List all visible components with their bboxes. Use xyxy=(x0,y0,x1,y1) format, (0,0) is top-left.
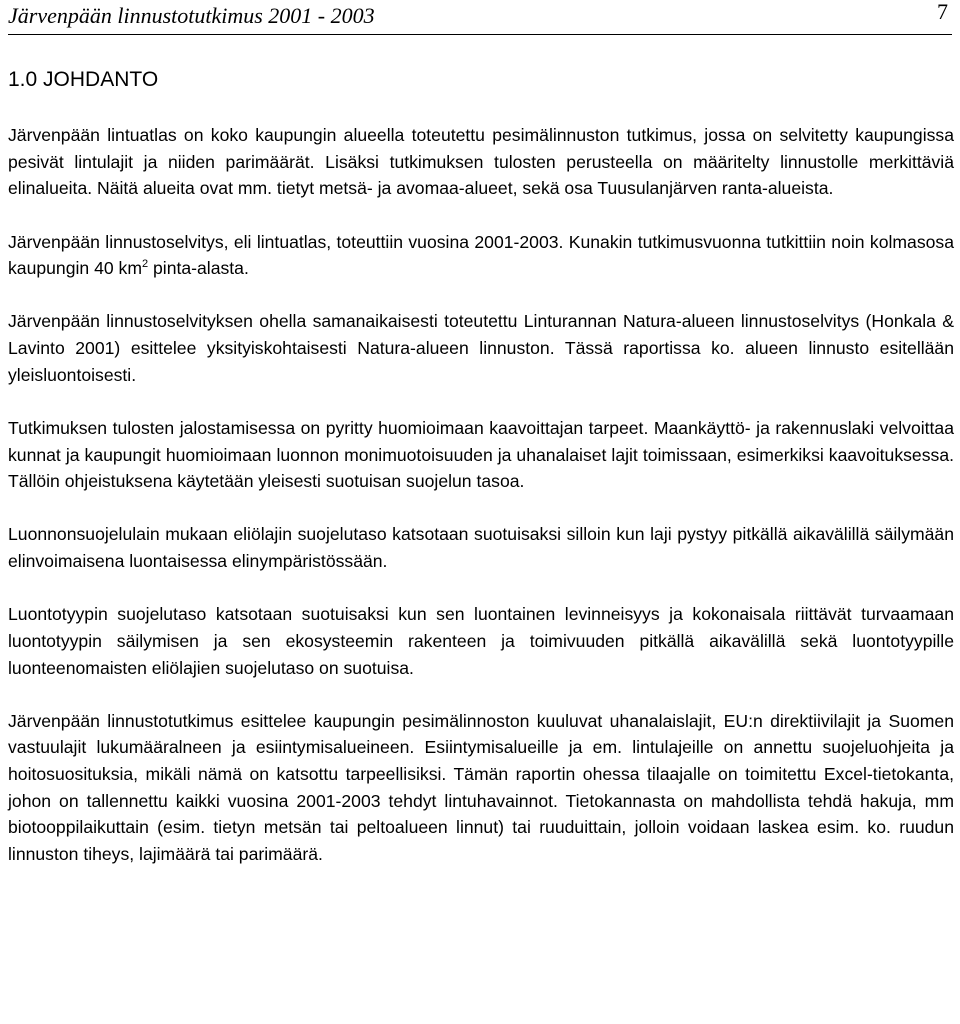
paragraph-6: Luontotyypin suojelutaso katsotaan suotuisaksi kun sen luontainen levinneisyys ja kokonaisala riittävät turvaamaan luontotyypin säilymisen ja sen ekosysteemin rakenteen ja toimivuuden pitkällä aikavälillä sekä luontotyypille luonteenomaisten eliölajien suojelutaso on suotuisa. xyxy=(8,604,954,678)
paragraph-4: Tutkimuksen tulosten jalostamisessa on pyritty huomioimaan kaavoittajan tarpeet. Maankäyttö- ja rakennuslaki velvoittaa kunnat ja kaupungit huomioimaan luonnon monimuotoisuuden ja uhanalaiset lajit toimissaan, esimerkiksi kaavoituksessa. Tällöin ohjeistuksena käytetään yleisesti suotuisan suojelun tasoa. xyxy=(8,417,954,492)
superscript-2: 2 xyxy=(142,258,149,271)
paragraph-3: Järvenpään linnustoselvityksen ohella samanaikaisesti toteutettu Linturannan Natura-alueen linnustoselvitys (Honkala & Lavinto 2001) esittelee yksityiskohtaisesti Natura-alueen linnuston. Tässä raportissa ko. alueen linnusto esitellään yleisluontoisesti. xyxy=(8,311,954,385)
section-heading: 1.0 JOHDANTO xyxy=(8,68,159,91)
body-text xyxy=(8,122,954,868)
paragraph-5: Luonnonsuojelulain mukaan eliölajin suojelutaso katsotaan suotuisaksi silloin kun laji pystyy pitkällä aikavälillä säilymään elinvoimaisena luontaisessa elinympäristössään. xyxy=(8,524,954,571)
paragraph-2-tail: pinta-alasta. xyxy=(148,258,249,279)
paragraph-1: Järvenpään lintuatlas on koko kaupungin alueella toteutettu pesimälinnuston tutkimus, jossa on selvitetty kaupungissa pesivät lintulajit ja niiden parimäärät. Lisäksi tutkimuksen tulosten perusteella on määritelty linnustolle merkittäviä elinalueita. Näitä alueita ovat mm. tietyt metsä- ja avomaa-alueet, sekä osa Tuusulanjärven ranta-alueista. xyxy=(8,125,954,199)
running-header xyxy=(8,0,952,35)
paragraph-7: Järvenpään linnustotutkimus esittelee kaupungin pesimälinnoston kuuluvat uhanalaislajit, EU:n direktiivilajit ja Suomen vastuulajit lukumääralneen ja esiintymisalueineen. Esiintymisalueille ja em. lintulajeille on annettu suojeluohjeita ja hoitosuosituksia, mikäli nämä on katsottu tarpeellisiksi. Tämän raportin ohessa tilaajalle on toimitettu Excel-tietokanta, johon on tallennettu kaikki vuosina 2001-2003 tehdyt lintuhavainnot. Tietokannasta on mahdollista tehdä hakuja, mm biotooppilaikuttain (esim. tietyn metsän tai peltoalueen linnut) tai ruuduittain, jolloin voidaan laskea esim. ko. ruudun linnuston tiheys, lajimäärä tai parimäärä. xyxy=(8,710,954,865)
page-number: 7 xyxy=(937,0,948,24)
paragraph-2 xyxy=(8,229,954,282)
header-title: Järvenpään linnustotutkimus 2001 - 2003 xyxy=(8,3,375,28)
paragraph-2-text: Järvenpään linnustoselvitys, eli lintuatlas, toteuttiin vuosina 2001-2003. Kunakin tutkimusvuonna tutkittiin noin kolmasosa kaupungin 40 km xyxy=(8,231,954,279)
